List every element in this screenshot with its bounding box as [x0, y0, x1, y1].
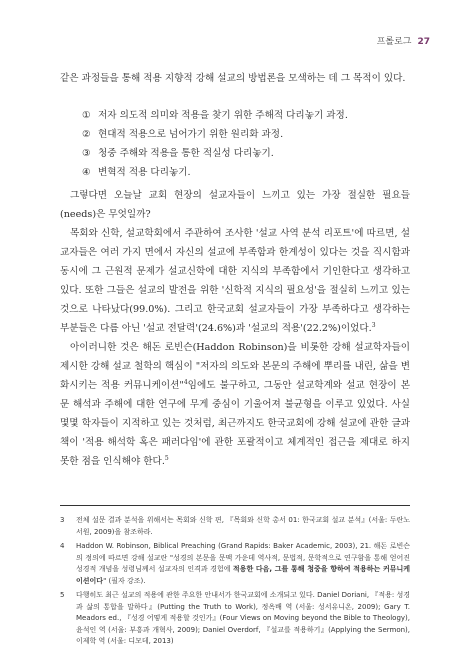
page-number: 27: [417, 37, 430, 47]
paragraph-irony-text-a: 아이러니한 것은 해돈 로빈슨(Haddon Robinson)을 비롯한 강해 설교학자들이 제시한 강해 설교 철학의 핵심이 "저자의 의도와 본문의 주해에 뿌리를 내린, 삶을 변화시키는 적용 커뮤니케이션": [60, 342, 410, 391]
list-item: [82, 163, 348, 182]
footnote-number: 4: [60, 542, 65, 550]
intro-line: 같은 과정들을 통해 적용 지향적 강해 설교의 방법론을 모색하는 데 그 목적이 있다.: [60, 73, 406, 84]
footnote-ref-5[interactable]: 5: [164, 454, 169, 462]
list-text: 저자 의도적 의미와 적용을 찾기 위한 주해적 다리놓기 과정.: [98, 110, 348, 121]
list-marker: ③: [82, 148, 91, 159]
paragraph-survey: [60, 224, 410, 338]
method-list: [82, 106, 348, 182]
running-header: [377, 34, 430, 47]
footnote-divider: [60, 505, 410, 506]
body-text: [60, 186, 410, 471]
footnote-number: 5: [60, 591, 65, 599]
footnote-text: [76, 541, 410, 587]
paragraph-needs-question: 그렇다면 오늘날 교회 현장의 설교자들이 느끼고 있는 가장 절실한 필요들(needs)은 무엇일까?: [60, 190, 410, 220]
header-title: 프롤로그: [376, 37, 412, 47]
footnote-emphasis: 적용한 다음, 그를 통해 청중을 향하여 적용하는 커뮤니케이션이다: [76, 565, 410, 585]
paragraph-irony-text-b: 임에도 불구하고, 그동안 설교학계와 설교 현장이 본문 해석과 주해에 대한 연구에 무게 중심이 기울어져 불균형을 이루고 있었다. 사실 몇몇 학자들이 지적하고 있는 것처럼, 최근까지도 한국교회에 강해 설교에 관한 글과 책이 '적용 해석학 혹은 패러다임'에 관한 포괄적이고 체계적인 접근을 제대로 하지 못한 점을 인식해야 한다.: [60, 380, 410, 467]
footnote-text-pre: Haddon W. Robinson, Biblical Preaching (Grand Rapids: Baker Academic, 2003), 21. 해돈 로빈슨의 정의에 따르면 강해 설교란 "성경의 본문을 문맥 가운데 역사적, 문법적, 문학적으로 연구함을 통해 얻어진 성경적 개념을 성령님께서 설교자의 인격과 경험에: [76, 542, 410, 573]
footnote-number: 3: [60, 516, 65, 524]
list-marker: ④: [82, 167, 91, 178]
footnote-text: 다행히도 최근 설교의 적용에 관한 주요한 안내서가 한국교회에 소개되고 있다. Daniel Doriani, 『적용: 성경과 삶의 통합을 말하다』(Putting the Truth to Work), 정옥배 역 (서울: 성서유니온, 2009); Gary T. Meadors ed., 『성경 어떻게 적용할 것인가』(Four Views on Moving beyond the Bible to Theology), 윤석인 역 (서울: 부흥과 개혁사, 2009); Daniel Overdorf, 『설교를 적용하기』(Applying the Sermon), 이제학 역 (서울: 디모데, 2013): [76, 591, 410, 645]
list-text: 현대적 적용으로 넘어가기 위한 원리화 과정.: [98, 129, 284, 140]
footnote-text: 전체 설문 결과 분석을 위해서는 목회와 신학 편, 『목회와 신학 총서 01: 한국교회 설교 분석』(서울: 두란노서원, 2009)을 참조하라.: [76, 516, 410, 536]
list-item: [82, 106, 348, 125]
footnote-ref-3[interactable]: 3: [371, 321, 376, 329]
footnote-5: [60, 590, 410, 648]
list-item: [82, 144, 348, 163]
paragraph-survey-text: 목회와 신학, 설교학회에서 주관하여 조사한 '설교 사역 분석 리포트'에 따르면, 설교자들은 여러 가지 면에서 자신의 설교에 부족함과 한계성이 있다는 것을 직시함과 동시에 그 근원적 문제가 설교신학에 대한 지식의 부족함에서 기인한다고 생각하고 있다. 또한 그들은 설교의 발전을 위한 '신학적 지식의 필요성'을 절실히 느끼고 있는 것으로 나타났다(99.0%). 그리고 한국교회 설교자들이 가장 부족하다고 생각하는 부분들은 다름 아닌 '설교 전달력'(24.6%)과 '설교의 적용'(22.2%)이었다.: [60, 228, 410, 334]
footnote-4: [60, 541, 410, 587]
footnote-3: [60, 515, 410, 538]
list-text: 청중 주해와 적용을 통한 적실성 다리놓기.: [98, 148, 274, 159]
list-text: 변혁적 적용 다리놓기.: [98, 167, 191, 178]
list-marker: ①: [82, 110, 91, 121]
list-item: [82, 125, 348, 144]
footnote-ref-4[interactable]: 4: [183, 378, 188, 386]
paragraph-irony: [60, 338, 410, 471]
footnote-text-post: " (필자 강조).: [103, 576, 146, 585]
list-marker: ②: [82, 129, 91, 140]
footnotes: [60, 515, 410, 651]
